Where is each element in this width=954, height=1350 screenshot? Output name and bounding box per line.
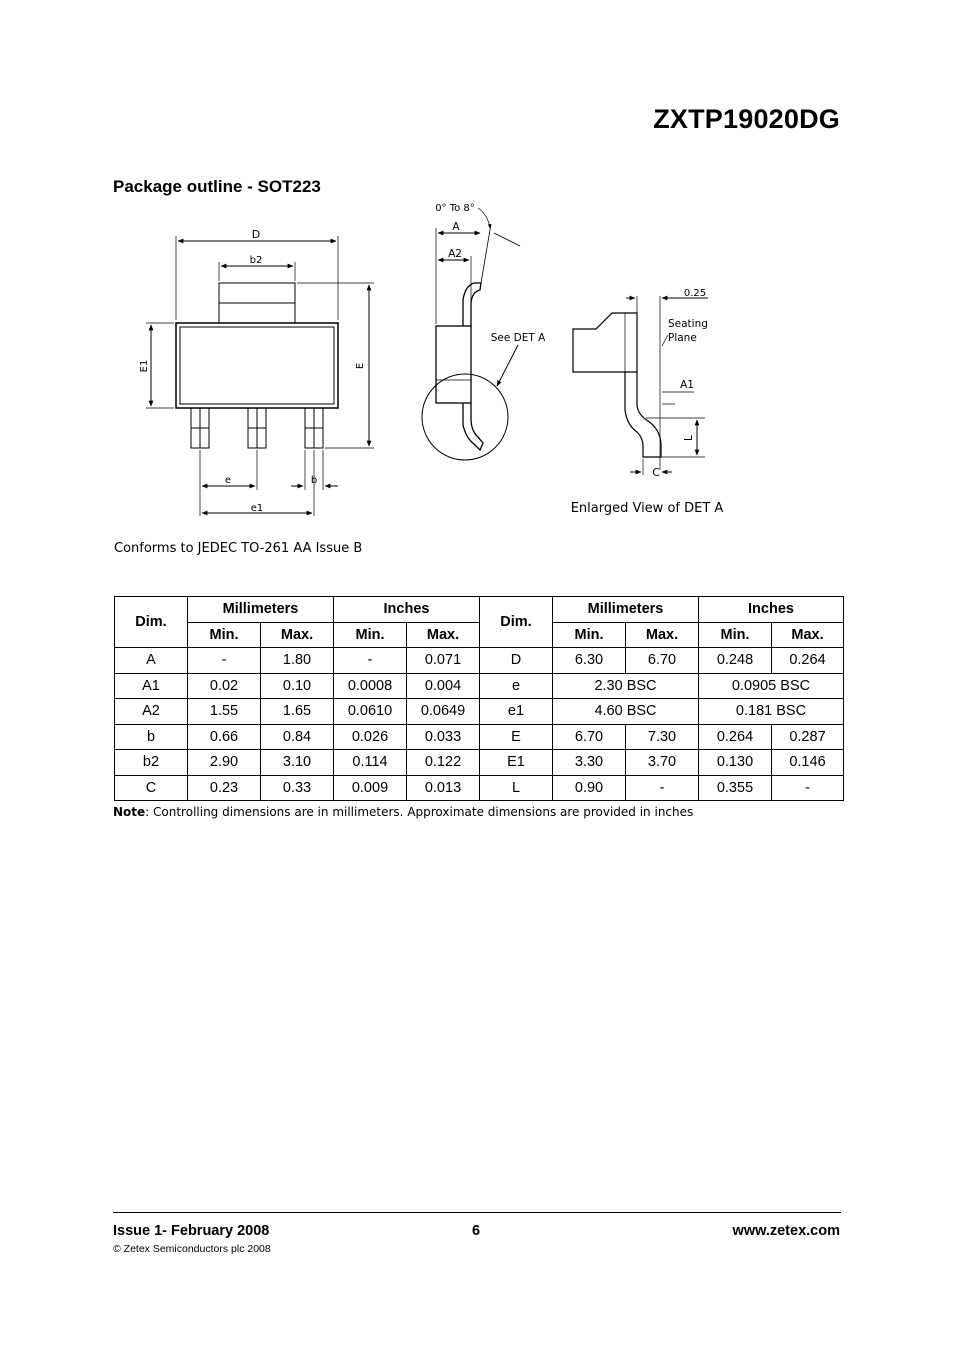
table-cell: 0.071: [407, 648, 480, 674]
table-row: [115, 673, 844, 699]
dim-label-E: E: [355, 362, 366, 370]
table-cell: 0.0610: [334, 699, 407, 725]
dim-label-C: C: [652, 467, 660, 479]
table-cell: 6.70: [553, 724, 626, 750]
table-cell: A1: [115, 673, 188, 699]
dim-header: Dim.: [115, 597, 188, 648]
table-cell: e1: [480, 699, 553, 725]
table-cell: 0.10: [261, 673, 334, 699]
dimension-table: [114, 596, 844, 801]
table-row: [115, 699, 844, 725]
table-cell: 0.264: [699, 724, 772, 750]
min-header: Min.: [699, 622, 772, 648]
dim-label-e1: e1: [250, 503, 264, 514]
table-cell: 1.65: [261, 699, 334, 725]
plane-label: Plane: [668, 332, 697, 344]
table-cell: 0.013: [407, 775, 480, 801]
enlarged-view-caption: Enlarged View of DET A: [570, 501, 724, 516]
table-cell: -: [334, 648, 407, 674]
dim-label-A1: A1: [680, 379, 694, 391]
package-outline-drawing: [0, 190, 954, 530]
table-row: [115, 750, 844, 776]
max-header: Max.: [407, 622, 480, 648]
dim-label-A: A: [452, 221, 460, 233]
table-cell: 0.033: [407, 724, 480, 750]
table-row: [115, 775, 844, 801]
table-note: [113, 805, 693, 819]
min-header: Min.: [188, 622, 261, 648]
table-cell: 0.66: [188, 724, 261, 750]
min-header: Min.: [334, 622, 407, 648]
table-cell: 3.70: [626, 750, 699, 776]
table-cell: 0.23: [188, 775, 261, 801]
section-title: Package outline - SOT223: [113, 177, 321, 196]
table-cell: 0.146: [772, 750, 844, 776]
dim-label-A2: A2: [448, 248, 462, 260]
note-label: Note: [113, 805, 146, 819]
table-cell: 0.0649: [407, 699, 480, 725]
table-cell: 1.80: [261, 648, 334, 674]
table-cell: 0.114: [334, 750, 407, 776]
issue-date: Issue 1- February 2008: [113, 1223, 270, 1239]
part-number-title: ZXTP19020DG: [653, 104, 840, 134]
dim-label-D: D: [251, 228, 261, 241]
dim-label-L: L: [683, 435, 695, 441]
table-cell: C: [115, 775, 188, 801]
table-cell: 0.181 BSC: [699, 699, 844, 725]
table-cell: 3.10: [261, 750, 334, 776]
table-cell: 0.355: [699, 775, 772, 801]
copyright-notice: © Zetex Semiconductors plc 2008: [113, 1243, 271, 1255]
mm-header: Millimeters: [188, 597, 334, 623]
dim-label-b2: b2: [249, 255, 263, 266]
table-cell: E1: [480, 750, 553, 776]
dim-label-025: 0.25: [683, 288, 707, 299]
max-header: Max.: [626, 622, 699, 648]
dim-label-e: e: [224, 475, 232, 486]
table-cell: 6.30: [553, 648, 626, 674]
table-cell: -: [772, 775, 844, 801]
table-cell: E: [480, 724, 553, 750]
table-cell: 3.30: [553, 750, 626, 776]
table-cell: 0.130: [699, 750, 772, 776]
footer-divider: [113, 1212, 841, 1213]
mm-header: Millimeters: [553, 597, 699, 623]
see-det-label: See DET A: [490, 332, 546, 344]
top-view: [146, 236, 374, 516]
max-header: Max.: [261, 622, 334, 648]
table-cell: 4.60 BSC: [553, 699, 699, 725]
dim-label-b: b: [310, 475, 318, 486]
jedec-conformance: Conforms to JEDEC TO-261 AA Issue B: [114, 541, 363, 556]
table-cell: A2: [115, 699, 188, 725]
table-cell: 0.264: [772, 648, 844, 674]
table-cell: D: [480, 648, 553, 674]
note-text: : Controlling dimensions are in millimeters. Approximate dimensions are provided in inches: [145, 805, 694, 819]
table-cell: 1.55: [188, 699, 261, 725]
table-cell: 6.70: [626, 648, 699, 674]
table-cell: b2: [115, 750, 188, 776]
table-cell: 0.026: [334, 724, 407, 750]
table-cell: 0.287: [772, 724, 844, 750]
table-cell: b: [115, 724, 188, 750]
table-cell: 7.30: [626, 724, 699, 750]
page-number: 6: [472, 1223, 481, 1239]
table-cell: 0.248: [699, 648, 772, 674]
inches-header: Inches: [334, 597, 480, 623]
inches-header: Inches: [699, 597, 844, 623]
table-cell: 0.33: [261, 775, 334, 801]
website-link[interactable]: www.zetex.com: [732, 1223, 840, 1239]
table-cell: 0.009: [334, 775, 407, 801]
table-cell: 0.0008: [334, 673, 407, 699]
dim-label-E1: E1: [139, 359, 150, 373]
table-cell: 2.30 BSC: [553, 673, 699, 699]
table-cell: 0.90: [553, 775, 626, 801]
angle-label: 0° To 8°: [435, 203, 475, 214]
dim-header: Dim.: [480, 597, 553, 648]
table-cell: -: [626, 775, 699, 801]
min-header: Min.: [553, 622, 626, 648]
table-cell: 0.84: [261, 724, 334, 750]
table-cell: L: [480, 775, 553, 801]
seating-label: Seating: [668, 318, 708, 330]
table-row: [115, 648, 844, 674]
table-cell: -: [188, 648, 261, 674]
table-cell: 0.02: [188, 673, 261, 699]
table-cell: 0.004: [407, 673, 480, 699]
table-row: [115, 724, 844, 750]
table-cell: 0.0905 BSC: [699, 673, 844, 699]
table-cell: e: [480, 673, 553, 699]
table-cell: A: [115, 648, 188, 674]
table-cell: 0.122: [407, 750, 480, 776]
max-header: Max.: [772, 622, 844, 648]
table-cell: 2.90: [188, 750, 261, 776]
